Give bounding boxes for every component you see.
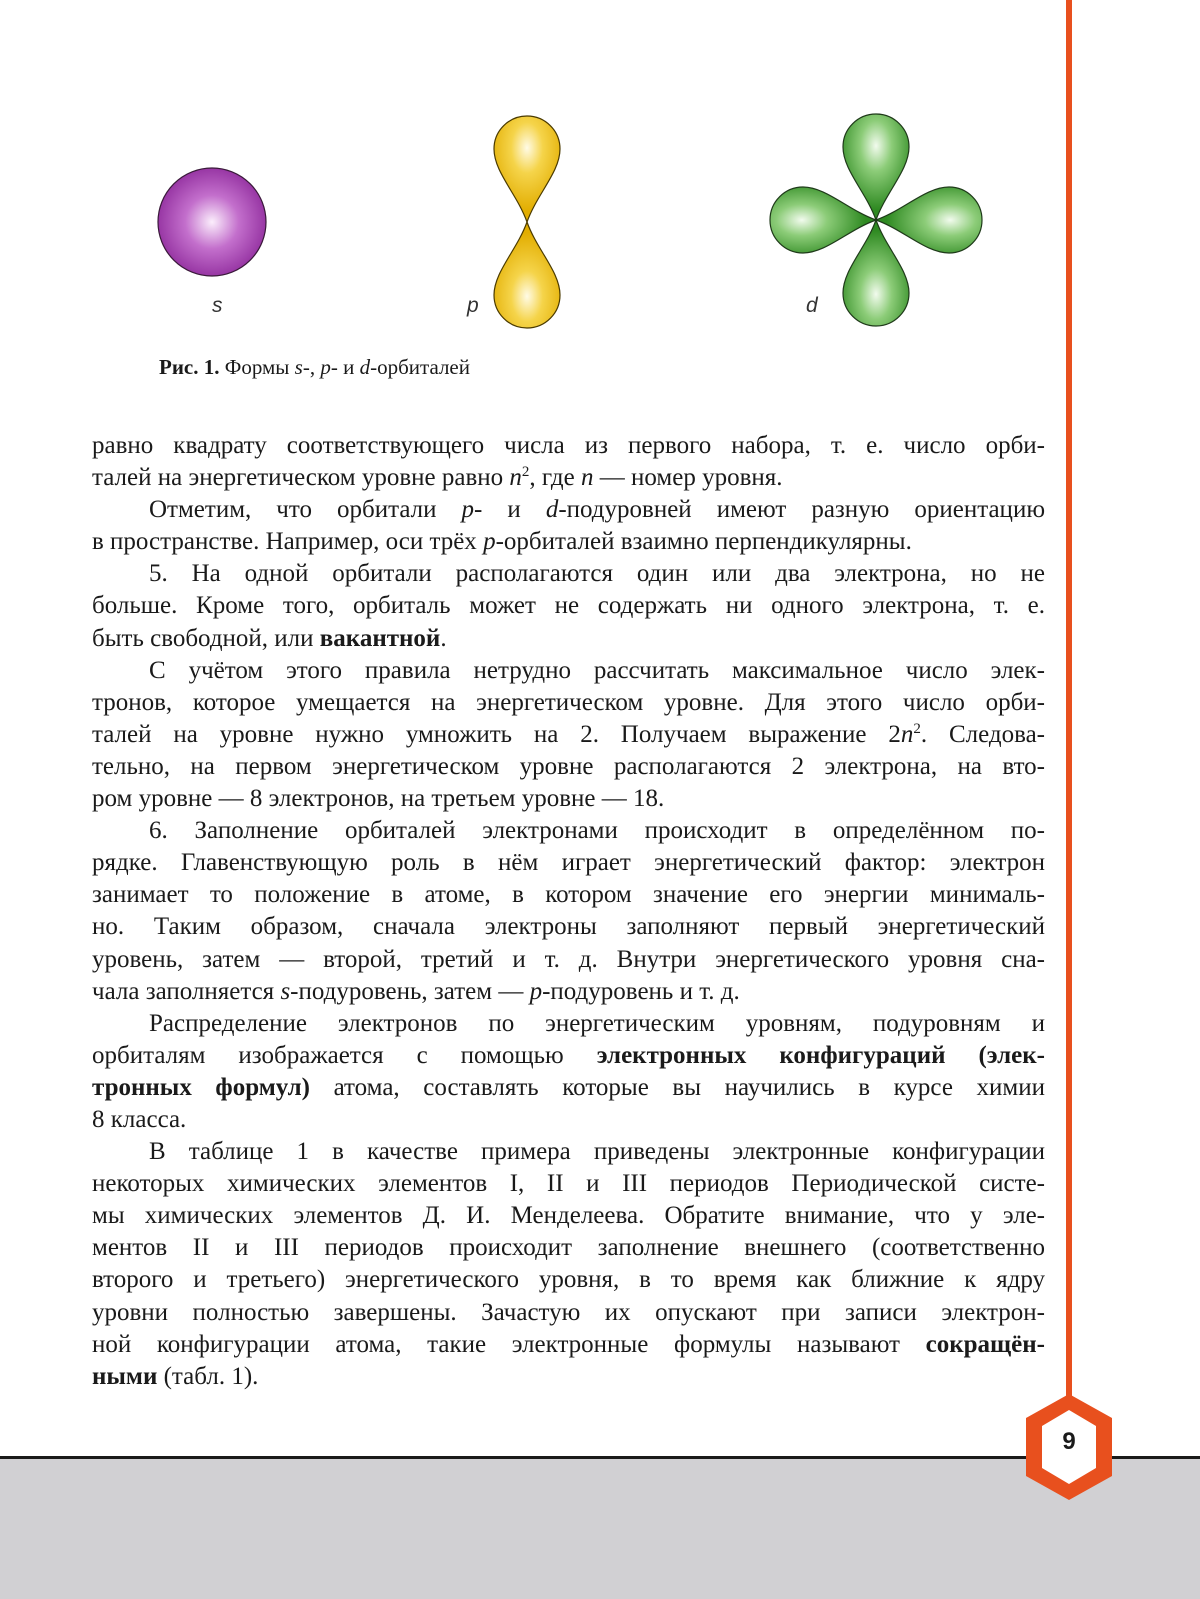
math-variable: s [294, 355, 303, 379]
text-line [92, 751, 1045, 783]
math-variable: s [280, 977, 291, 1005]
superscript: 2 [521, 464, 530, 481]
text-run: -орбиталей взаимно перпендикулярны. [495, 528, 912, 556]
text-run: ром уровне — 8 электронов, на третьем уровне — 18. [92, 785, 665, 813]
text-line [92, 976, 1045, 1008]
text-line [92, 494, 1045, 526]
page-number: 9 [1062, 1428, 1076, 1455]
text-line [92, 815, 1045, 847]
text-line [92, 1200, 1045, 1232]
text-run: ментов II и III периодов происходит заполнение внешнего (соответственно [92, 1234, 1045, 1262]
text-run: талей на уровне нужно умножить на 2. Получаем выражение 2 [92, 720, 901, 748]
text-line [92, 558, 1045, 590]
text-run: С учётом этого правила нетрудно рассчитать максимальное число элек- [149, 656, 1045, 684]
text-line [92, 1297, 1045, 1329]
text-line [92, 1008, 1045, 1040]
text-run: мы химических элементов Д. И. Менделеева. Обратите внимание, что у эле- [92, 1202, 1045, 1230]
text-run: - и [474, 496, 546, 524]
math-variable: n [900, 720, 914, 748]
bold-term: вакантной [319, 624, 441, 652]
text-run: . Следова- [920, 720, 1045, 748]
text-line [92, 623, 1045, 655]
text-line [92, 911, 1045, 943]
text-run: -, [302, 355, 321, 379]
superscript: 2 [913, 720, 921, 737]
math-variable: d [359, 355, 371, 379]
text-run: 8 класса. [92, 1105, 187, 1133]
text-line [92, 430, 1045, 462]
d-orbital [770, 114, 982, 326]
figure-number: Рис. 1. [159, 355, 220, 379]
text-run: уровни полностью завершены. Зачастую их опускают при записи электрон- [92, 1298, 1045, 1326]
text-line [92, 590, 1045, 622]
text-run: (табл. 1). [157, 1362, 259, 1390]
text-line [92, 719, 1045, 751]
math-variable: d [545, 496, 559, 524]
text-run: -подуровень и т. д. [542, 977, 740, 1005]
text-line [92, 687, 1045, 719]
p-orbital [494, 116, 560, 328]
text-line [92, 783, 1045, 815]
text-line [92, 1264, 1045, 1296]
text-run: — номер уровня. [593, 464, 783, 492]
text-run: . [440, 624, 447, 652]
text-run: чала заполняется [92, 977, 281, 1005]
text-line [92, 1104, 1045, 1136]
s-orbital [158, 168, 266, 276]
text-run: уровень, затем — второй, третий и т. д. Внутри энергетического уровня сна- [92, 945, 1045, 973]
s-orbital-label: s [212, 294, 223, 317]
text-line [92, 1072, 1045, 1104]
bold-term: ными [92, 1362, 158, 1390]
text-run: 5. На одной орбитали располагаются один или два электрона, но не [149, 560, 1045, 588]
text-line [92, 655, 1045, 687]
orbitals-figure [0, 0, 1200, 340]
text-run: В таблице 1 в качестве примера приведены электронные конфигурации [149, 1138, 1045, 1166]
text-line [92, 847, 1045, 879]
text-run: в пространстве. Например, оси трёх [92, 528, 484, 556]
text-line [92, 1361, 1045, 1393]
text-run: второго и третьего) энергетического уровня, в то время как ближние к ядру [92, 1266, 1045, 1294]
math-variable: n [581, 464, 594, 492]
figure-caption [159, 355, 470, 380]
text-line [92, 1232, 1045, 1264]
text-run: -подуровней имеют разную ориентацию [558, 496, 1045, 524]
text-run: -подуровень, затем — [290, 977, 530, 1005]
text-run: Распределение электронов по энергетическим уровням, подуровням и [149, 1009, 1045, 1037]
d-orbital-label: d [806, 294, 818, 317]
text-line [92, 879, 1045, 911]
text-run: равно квадрату соответствующего числа из первого набора, т. е. число орби- [92, 432, 1045, 459]
text-run: атома, составлять которые вы научились в курсе химии [310, 1073, 1045, 1101]
math-variable: p [461, 496, 475, 524]
text-run: быть свободной, или [92, 624, 320, 652]
text-run: - и [330, 355, 360, 379]
text-run: орбиталям изображается с помощью [92, 1041, 597, 1069]
text-run: Отметим, что орбитали [149, 496, 462, 524]
text-line [92, 462, 1045, 494]
text-run: 6. Заполнение орбиталей электронами происходит в определённом по- [149, 817, 1045, 845]
text-run: ной конфигурации атома, такие электронные формулы называют [92, 1330, 926, 1358]
text-line [92, 1136, 1045, 1168]
p-orbital-label: p [467, 294, 479, 317]
text-run: некоторых химических элементов I, II и III периодов Периодической систе- [92, 1170, 1045, 1198]
text-run: занимает то положение в атоме, в котором значение его энергии минималь- [92, 881, 1045, 909]
text-run: рядке. Главенствующую роль в нём играет энергетический фактор: электрон [92, 849, 1045, 877]
math-variable: p [529, 977, 543, 1005]
bold-term: сокращён- [925, 1330, 1045, 1358]
math-variable: n [509, 464, 522, 492]
text-line [92, 1040, 1045, 1072]
margin-accent-line [1066, 0, 1072, 1410]
text-line [92, 1168, 1045, 1200]
text-run: тронов, которое умещается на энергетическом уровне. Для этого число орби- [92, 688, 1045, 716]
text-line [92, 944, 1045, 976]
math-variable: p [483, 528, 496, 556]
text-run: но. Таким образом, сначала электроны заполняют первый энергетический [92, 913, 1045, 941]
text-line [92, 1329, 1045, 1361]
text-run: талей на энергетическом уровне равно [92, 464, 510, 492]
caption-text [220, 355, 471, 379]
text-run: тельно, на первом энергетическом уровне располагаются 2 электрона, на вто- [92, 752, 1045, 780]
bold-term: электронных конфигураций (элек- [596, 1041, 1045, 1069]
page-footer [0, 1456, 1200, 1599]
text-line [92, 526, 1045, 558]
text-run: больше. Кроме того, орбиталь может не содержать ни одного электрона, т. е. [92, 592, 1045, 620]
text-run: Формы [219, 355, 295, 379]
text-run: , где [529, 464, 581, 492]
text-run: -орбиталей [370, 355, 470, 379]
bold-term: тронных формул) [92, 1073, 310, 1101]
body-text [92, 430, 1045, 1393]
math-variable: p [320, 355, 331, 379]
